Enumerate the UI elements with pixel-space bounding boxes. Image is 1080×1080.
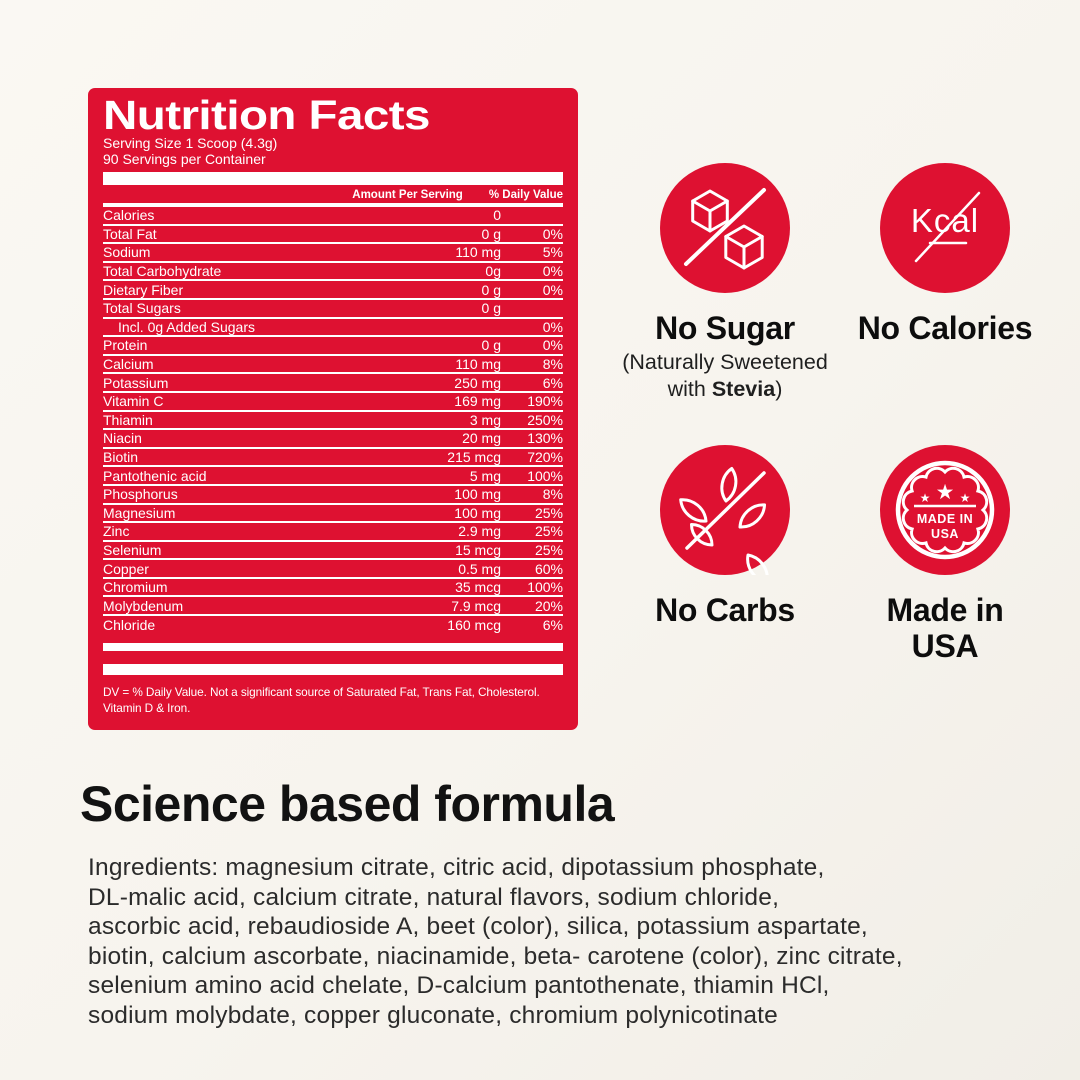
nutrient-daily-value: 25% — [534, 523, 563, 540]
nutrient-daily-value: 130% — [527, 430, 563, 447]
nutrient-daily-value: 100% — [527, 467, 563, 484]
nutrient-daily-value: 25% — [534, 504, 563, 521]
ingredients-text — [88, 853, 988, 1030]
no-sugar-label: No Sugar — [655, 310, 795, 346]
nutrient-daily-value: 60% — [534, 560, 563, 577]
star-icon: ★ — [959, 491, 971, 505]
nutrient-row — [103, 449, 563, 468]
wheat-crossed-icon — [660, 445, 790, 575]
nutrient-amount: 169 mg — [454, 393, 501, 410]
nutrient-row — [103, 393, 563, 412]
nutrient-daily-value: 6% — [542, 617, 563, 634]
nutrient-row — [103, 616, 563, 635]
daily-value-column-header: % Daily Value — [488, 189, 563, 201]
nutrient-amount: 5 mg — [469, 467, 501, 484]
nutrient-amount: 2.9 mg — [458, 523, 501, 540]
divider-bottom-1 — [103, 643, 563, 651]
nutrient-name: Zinc — [103, 523, 130, 540]
nutrient-daily-value: 100% — [527, 579, 563, 596]
badge-no-calories — [815, 163, 1075, 346]
ingredients-line: Ingredients: magnesium citrate, citric acid, dipotassium phosphate, — [88, 854, 825, 881]
nutrient-amount: 35 mcg — [455, 579, 501, 596]
nutrient-name: Niacin — [103, 430, 142, 447]
nutrient-amount: 250 mg — [454, 374, 501, 391]
nutrient-row — [103, 597, 563, 616]
nutrient-daily-value: 0% — [542, 337, 563, 354]
ingredients-line: ascorbic acid, rebaudioside A, beet (color), silica, potassium aspartate, — [88, 913, 868, 940]
nutrient-name: Magnesium — [103, 504, 176, 521]
nutrient-row — [103, 337, 563, 356]
nutrient-name: Pantothenic acid — [103, 467, 207, 484]
nutrient-name: Calories — [103, 207, 155, 224]
nutrient-name: Selenium — [103, 541, 162, 558]
nutrient-amount: 0 g — [481, 300, 501, 317]
no-carbs-label: No Carbs — [655, 592, 795, 628]
kcal-crossed-icon — [880, 163, 1010, 293]
subtext-line-2: with Stevia) — [667, 377, 783, 401]
nutrient-daily-value: 20% — [534, 597, 563, 614]
nutrient-name: Total Sugars — [103, 300, 181, 317]
star-icon: ★ — [935, 480, 955, 504]
nutrient-row — [103, 263, 563, 282]
nutrient-daily-value: 0% — [542, 318, 563, 335]
made-in-usa-seal-icon — [880, 445, 1010, 575]
ingredients-line: sodium molybdate, copper gluconate, chromium polynicotinate — [88, 1001, 778, 1029]
nutrient-name: Total Carbohydrate — [103, 263, 222, 280]
nutrient-amount: 0.5 mg — [458, 560, 501, 577]
section-heading: Science based formula — [80, 776, 615, 832]
nutrient-name: Thiamin — [103, 411, 153, 428]
badge-no-sugar — [605, 163, 845, 403]
label-title: Nutrition Facts — [103, 92, 430, 138]
nutrient-daily-value: 720% — [527, 449, 563, 466]
nutrient-amount: 7.9 mcg — [451, 597, 501, 614]
ingredients-line: selenium amino acid chelate, D-calcium pantothenate, thiamin HCl, — [88, 972, 830, 999]
nutrient-row — [103, 319, 563, 338]
nutrient-table — [103, 207, 563, 635]
nutrient-daily-value: 8% — [542, 486, 563, 503]
badge-made-in-usa — [815, 445, 1075, 664]
nutrient-row — [103, 542, 563, 561]
nutrient-amount: 0 g — [481, 225, 501, 242]
sugar-cubes-crossed-icon — [660, 163, 790, 293]
nutrient-name: Copper — [103, 560, 149, 577]
nutrient-amount: 0 g — [481, 281, 501, 298]
column-headers — [103, 189, 563, 201]
nutrient-amount: 20 mg — [462, 430, 501, 447]
nutrient-amount: 100 mg — [454, 486, 501, 503]
nutrient-daily-value: 0% — [542, 225, 563, 242]
nutrient-row — [103, 467, 563, 486]
nutrient-amount: 100 mg — [454, 504, 501, 521]
nutrient-row — [103, 523, 563, 542]
made-in-usa-label — [886, 592, 1003, 664]
nutrient-amount: 3 mg — [469, 411, 501, 428]
servings-per-container-text: 90 Servings per Container — [103, 150, 266, 167]
nutrient-daily-value: 6% — [542, 374, 563, 391]
nutrient-row — [103, 412, 563, 431]
nutrient-name: Potassium — [103, 374, 169, 391]
nutrient-daily-value: 190% — [527, 393, 563, 410]
nutrient-row — [103, 486, 563, 505]
nutrient-name: Molybdenum — [103, 597, 184, 614]
nutrient-row — [103, 281, 563, 300]
nutrient-amount: 0 g — [481, 337, 501, 354]
nutrient-name: Phosphorus — [103, 486, 178, 503]
nutrient-name: Total Fat — [103, 225, 157, 242]
nutrition-facts-label — [88, 88, 578, 730]
badge-no-carbs — [605, 445, 845, 628]
nutrient-amount: 215 mcg — [447, 449, 501, 466]
nutrient-daily-value: 0% — [542, 263, 563, 280]
nutrient-daily-value: 5% — [542, 244, 563, 261]
footnote-line-1: DV = % Daily Value. Not a significant source of Saturated Fat, Trans Fat, Cholesterol. — [103, 684, 540, 699]
divider-bottom-2 — [103, 664, 563, 675]
nutrient-row — [103, 207, 563, 226]
no-sugar-subtext — [622, 349, 828, 403]
nutrient-name: Protein — [103, 337, 148, 354]
nutrient-row — [103, 300, 563, 319]
made-in-usa-label-line-2: USA — [911, 628, 979, 664]
nutrient-amount: 0 — [493, 207, 501, 224]
nutrient-name: Sodium — [103, 244, 151, 261]
star-icon: ★ — [919, 491, 931, 505]
amount-column-header: Amount Per Serving — [352, 189, 463, 201]
nutrient-name: Dietary Fiber — [103, 281, 184, 298]
nutrient-row — [103, 430, 563, 449]
nutrient-amount: 15 mcg — [455, 541, 501, 558]
nutrient-amount: 110 mg — [455, 244, 501, 261]
nutrient-row — [103, 505, 563, 524]
made-in-usa-label-line-1: Made in — [886, 592, 1004, 628]
nutrient-row — [103, 579, 563, 598]
nutrient-name: Vitamin C — [103, 393, 164, 410]
ingredients-line: biotin, calcium ascorbate, niacinamide, beta- carotene (color), zinc citrate, — [88, 942, 903, 970]
nutrient-row — [103, 356, 563, 375]
ingredients-line: DL-malic acid, calcium citrate, natural flavors, sodium chloride, — [88, 883, 780, 911]
divider-thick — [103, 172, 563, 185]
nutrient-amount: 110 mg — [455, 356, 501, 373]
nutrient-name: Chromium — [103, 579, 168, 596]
footnote-line-2: Vitamin D & Iron. — [103, 700, 191, 715]
seal-text-line-2: USA — [931, 527, 959, 541]
nutrient-daily-value: 8% — [542, 356, 563, 373]
label-footnote — [103, 684, 563, 716]
nutrient-row — [103, 244, 563, 263]
nutrient-name: Incl. 0g Added Sugars — [118, 318, 255, 335]
nutrient-daily-value: 25% — [534, 541, 563, 558]
nutrient-daily-value: 0% — [542, 281, 563, 298]
serving-size-text: Serving Size 1 Scoop (4.3g) — [103, 135, 278, 151]
nutrient-row — [103, 226, 563, 245]
nutrient-row — [103, 374, 563, 393]
nutrient-name: Calcium — [103, 356, 154, 373]
no-calories-label: No Calories — [857, 310, 1033, 346]
nutrient-amount: 0g — [485, 263, 501, 280]
seal-text-line-1: MADE IN — [916, 512, 974, 526]
subtext-line-1: (Naturally Sweetened — [622, 350, 828, 374]
nutrient-daily-value: 250% — [527, 411, 563, 428]
kcal-text: Kcal — [910, 202, 980, 239]
nutrient-amount: 160 mcg — [447, 617, 501, 634]
nutrient-row — [103, 560, 563, 579]
nutrient-name: Biotin — [103, 449, 139, 466]
nutrient-name: Chloride — [103, 617, 156, 634]
